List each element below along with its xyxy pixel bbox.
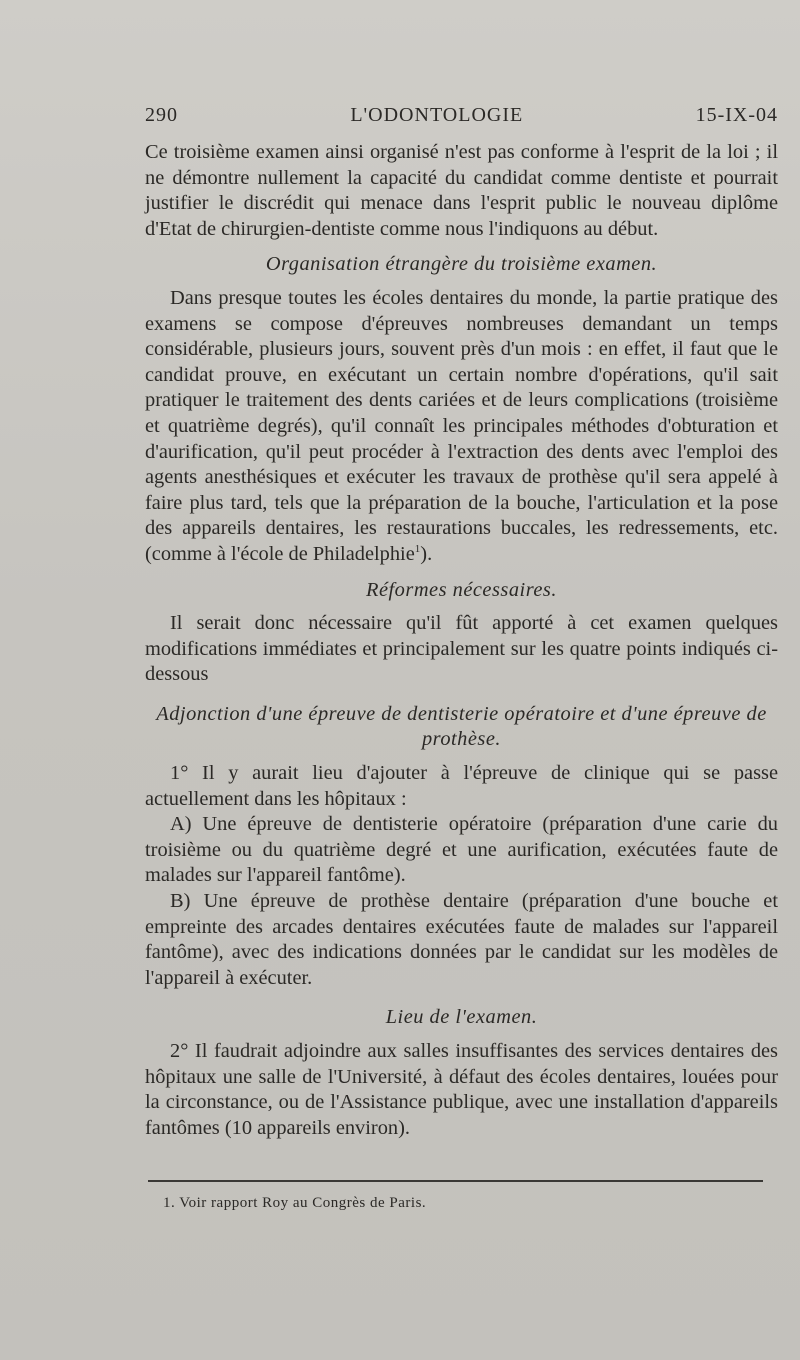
journal-title: L'ODONTOLOGIE bbox=[350, 104, 524, 126]
footnote-rule bbox=[148, 1180, 763, 1182]
issue-date: 15-IX-04 bbox=[695, 104, 778, 126]
section-heading: Adjonction d'une épreuve de dentisterie opératoire et d'une épreuve de prothèse. bbox=[156, 702, 767, 751]
paragraph: Ce troisième examen ainsi organisé n'est pas conforme à l'esprit de la loi ; il ne démontre nullement la capacité du candidat comme dentiste et pourrait justifier le discrédit qui menace dans l'esprit public le nouveau diplôme d'Etat de chirurgien-dentiste comme nous l'indiquons au début. bbox=[145, 141, 778, 240]
footnote-ref: 1 bbox=[414, 543, 421, 556]
footnote: 1. Voir rapport Roy au Congrès de Paris. bbox=[163, 1195, 427, 1211]
section-heading: Réformes nécessaires. bbox=[366, 578, 557, 601]
paragraph: B) Une épreuve de prothèse dentaire (préparation d'une bouche et empreinte des arcades dentaires exécutées faute de malades sur l'appareil fantôme), avec des indications données par le candidat sur les modèles de l'appareil à exécuter. bbox=[145, 890, 778, 989]
body-text bbox=[145, 140, 778, 1141]
paragraph-text: Dans presque toutes les écoles dentaires du monde, la partie pratique des examens se compose d'épreuves nombreuses demandant un temps considérable, plusieurs jours, souvent près d'un mois : en effet, il faut que le candidat prouve, en exécutant un certain nombre d'opérations, qu'il sait pratiquer le traitement des dents cariées et de leurs complications (troisième et quatrième degrés), qu'il connaît les principales méthodes d'obturation et d'aurification, qu'il peut procéder à l'extraction des dents avec l'emploi des agents anesthésiques et exécuter les travaux de prothèse qu'il sera appelé à faire plus tard, tels que la préparation de la bouche, l'articulation et la pose des appareils dentaires, les restaurations buccales, les redressements, etc. (comme à l'école de Philadelphie bbox=[145, 286, 778, 565]
paragraph: A) Une épreuve de dentisterie opératoire (préparation d'une carie du troisième ou du quatrième degré et une aurification, exécutées faute de malades sur l'appareil fantôme). bbox=[145, 813, 778, 887]
page-number: 290 bbox=[145, 104, 178, 126]
paragraph bbox=[145, 286, 778, 568]
paragraph: 1° Il y aurait lieu d'ajouter à l'épreuve de clinique qui se passe actuellement dans les hôpitaux : bbox=[145, 762, 778, 810]
running-header bbox=[145, 104, 778, 127]
paragraph-end: ). bbox=[420, 542, 433, 565]
paragraph: Il serait donc nécessaire qu'il fût apporté à cet examen quelques modifications immédiates et principalement sur les quatre points indiqués ci-dessous bbox=[145, 612, 778, 686]
paragraph: 2° Il faudrait adjoindre aux salles insuffisantes des services dentaires des hôpitaux une salle de l'Université, à défaut des écoles dentaires, louées pour la circonstance, ou de l'Assistance publique, avec une installation d'appareils fantômes (10 appareils environ). bbox=[145, 1040, 778, 1139]
section-heading: Organisation étrangère du troisième examen. bbox=[265, 253, 658, 276]
section-heading: Lieu de l'examen. bbox=[385, 1006, 538, 1029]
